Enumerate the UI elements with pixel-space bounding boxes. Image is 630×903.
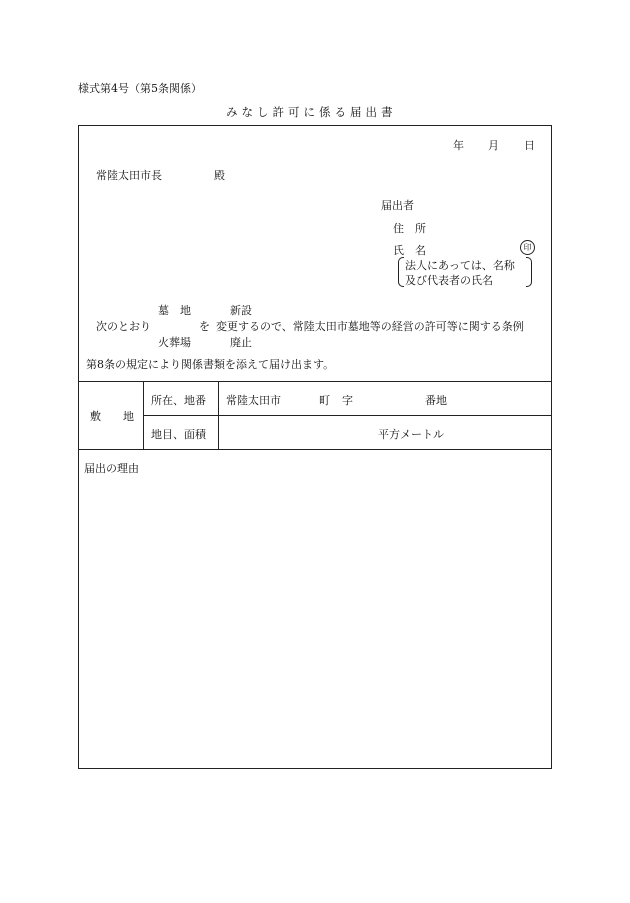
table-mid-line [143, 415, 551, 416]
location-label: 所在、地番 [151, 394, 206, 407]
form-frame [78, 125, 552, 769]
table-bottom-line [79, 449, 551, 450]
location-town: 町 [319, 394, 330, 407]
statement-wo: を [199, 320, 210, 333]
reason-label: 届出の理由 [84, 462, 139, 475]
site-label: 敷 地 [90, 410, 134, 423]
statement-prefix: 次のとおり [96, 320, 151, 333]
land-label: 地目、面積 [151, 428, 206, 441]
location-city: 常陸太田市 [226, 394, 281, 407]
area-unit: 平方メートル [378, 428, 444, 441]
table-top-line [79, 381, 551, 382]
location-aza: 字 [342, 394, 353, 407]
facility-crematorium: 火葬場 [158, 336, 191, 349]
action-abolish: 廃止 [230, 336, 252, 349]
address-label: 住 所 [393, 222, 426, 235]
date-month: 月 [488, 139, 499, 152]
statement-line2: 第8条の規定により関係書類を添えて届け出ます。 [86, 358, 335, 371]
seal-mark: 印 [520, 240, 535, 255]
honorific: 殿 [214, 169, 225, 182]
name-label: 氏 名 [393, 244, 426, 257]
statement-main: 変更するので、常陸太田市墓地等の経営の許可等に関する条例 [216, 320, 524, 333]
corporate-note-line2: 及び代表者の氏名 [405, 274, 493, 287]
note-bracket-left [398, 257, 404, 287]
location-lot: 番地 [425, 394, 447, 407]
note-bracket-right [526, 257, 532, 287]
action-new: 新設 [230, 304, 252, 317]
applicant-heading: 届出者 [381, 199, 414, 212]
document-title: みなし許可に係る届出書 [226, 105, 397, 119]
mayor-addressee: 常陸太田市長 [96, 169, 162, 182]
form-number: 様式第4号（第5条関係） [78, 82, 202, 95]
facility-cemetery: 墓 地 [158, 304, 191, 317]
date-day: 日 [524, 139, 535, 152]
corporate-note-line1: 法人にあっては、名称 [405, 259, 515, 272]
date-year: 年 [453, 139, 464, 152]
table-col-line-2 [218, 381, 219, 450]
table-col-line-1 [143, 381, 144, 450]
